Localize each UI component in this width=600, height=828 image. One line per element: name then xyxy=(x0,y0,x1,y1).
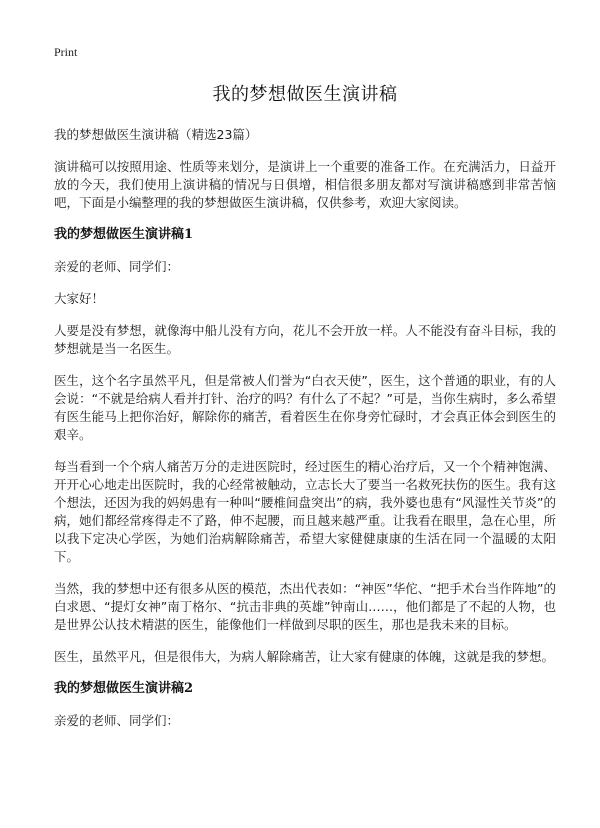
page-title: 我的梦想做医生演讲稿 xyxy=(212,84,398,105)
greeting-paragraph: 亲爱的老师、同学们： xyxy=(54,713,180,728)
document-subtitle: 我的梦想做医生演讲稿（精选23篇） xyxy=(54,127,258,142)
hello-paragraph: 大家好！ xyxy=(54,291,105,306)
body-paragraph: 医生，这个名字虽然平凡，但是常被人们誉为“白衣天使”，医生，这个普通的职业，有的人会说：“不就是给病人看并打针、治疗的吗？有什么了不起？”可是，当你生病时，多么希望有医生能马上把你治好，解除你的痛苦，看着医生在你身旁忙碌时，才会真正体会到医生的艰辛。 xyxy=(54,373,556,442)
intro-paragraph: 演讲稿可以按照用途、性质等来划分，是演讲上一个重要的准备工作。在充满活力，日益开放的今天，我们使用上演讲稿的情况与日俱增，相信很多朋友都对写演讲稿感到非常苦恼吧，下面是小编整理的我的梦想做医生演讲稿，仅供参考，欢迎大家阅读。 xyxy=(54,159,556,210)
body-paragraph: 人要是没有梦想，就像海中船儿没有方向，花儿不会开放一样。人不能没有奋斗目标，我的梦想就是当一名医生。 xyxy=(54,323,556,356)
body-paragraph: 每当看到一个个病人痛苦万分的走进医院时，经过医生的精心治疗后，又一个个精神饱满、开开心心地走出医院时，我的心经常被触动，立志长大了要当一名救死扶伤的医生。我有这个想法，还因为我的妈妈患有一种叫“腰椎间盘突出”的病，我外婆也患有“风湿性关节炎”的病，她们都经常疼得走不了路，伸不起腰，而且越来越严重。让我看在眼里，急在心里，所以我下定决心学医，为她们治病解除痛苦，希望大家健健康康的生活在同一个温暖的太阳下。 xyxy=(54,459,556,564)
body-paragraph: 医生，虽然平凡，但是很伟大，为病人解除痛苦，让大家有健康的体魄，这就是我的梦想。 xyxy=(54,649,555,664)
print-link[interactable]: Print xyxy=(54,45,78,59)
section-heading-1: 我的梦想做医生演讲稿1 xyxy=(54,227,194,242)
body-paragraph: 当然，我的梦想中还有很多从医的模范，杰出代表如：“神医”华佗、“把手术台当作阵地”的白求恩、“提灯女神”南丁格尔、“抗击非典的英雄”钟南山……，他们都是了不起的人物，也是世界公认技术精湛的医生，能像他们一样做到尽职的医生，那也是我未来的目标。 xyxy=(54,581,556,632)
section-heading-2: 我的梦想做医生演讲稿2 xyxy=(54,681,194,696)
greeting-paragraph: 亲爱的老师、同学们： xyxy=(54,259,180,274)
